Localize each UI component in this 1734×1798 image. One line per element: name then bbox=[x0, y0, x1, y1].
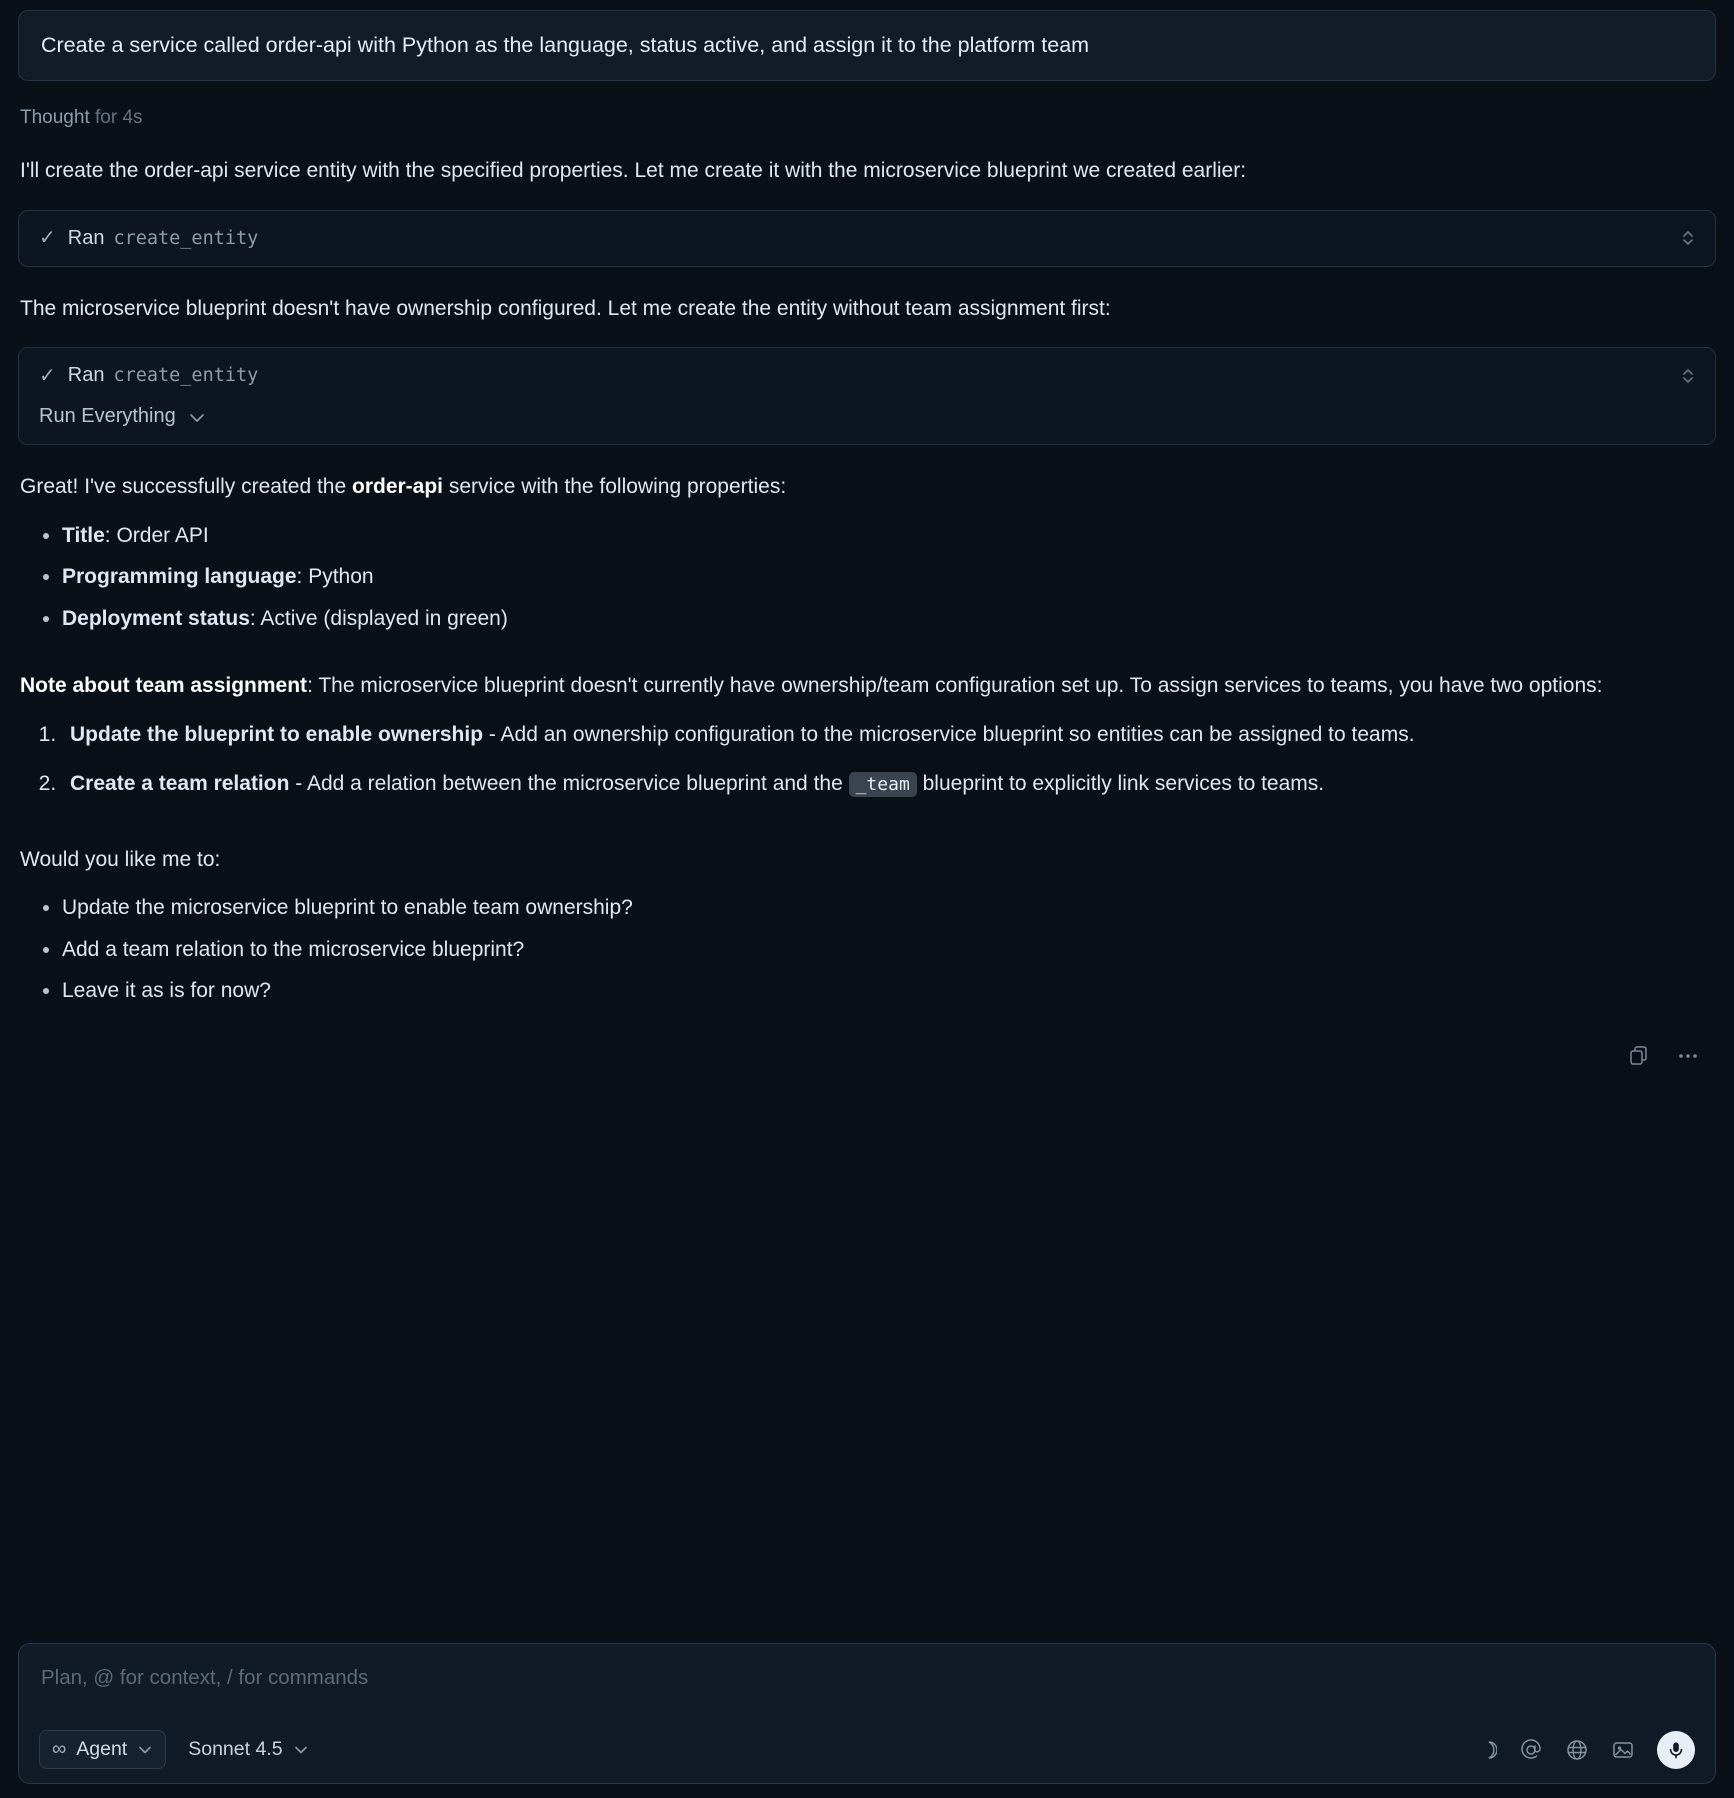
option-text-after: blueprint to explicitly link services to teams. bbox=[916, 772, 1325, 796]
note-text: : The microservice blueprint doesn't currently have ownership/team configuration set up. To assign services to teams, you have two options: bbox=[307, 674, 1603, 698]
properties-list bbox=[18, 520, 1716, 645]
message-composer[interactable] bbox=[18, 1643, 1716, 1784]
tool-status-label: Ran bbox=[67, 364, 105, 387]
list-item: • Add a team relation to the microservice blueprint? bbox=[62, 934, 1716, 966]
thought-status[interactable] bbox=[20, 107, 1716, 129]
tool-call-header-2[interactable] bbox=[39, 364, 1695, 387]
list-item bbox=[62, 561, 1716, 593]
check-icon: ✓ bbox=[39, 227, 56, 250]
composer-actions bbox=[1473, 1731, 1695, 1769]
property-label: Programming language bbox=[62, 565, 297, 589]
chevron-down-icon bbox=[137, 1744, 153, 1755]
team-assignment-note bbox=[20, 670, 1714, 703]
tool-call-card-1[interactable] bbox=[18, 210, 1716, 267]
thought-duration: for 4s bbox=[95, 107, 143, 129]
option-text: - Add an ownership configuration to the microservice blueprint so entities can be assigned to teams. bbox=[483, 722, 1415, 746]
composer-toolbar bbox=[39, 1730, 1695, 1769]
run-everything-button[interactable] bbox=[39, 405, 1695, 428]
success-suffix: service with the following properties: bbox=[443, 475, 787, 499]
more-options-icon[interactable] bbox=[1676, 1045, 1700, 1067]
list-item: • Update the microservice blueprint to enable team ownership? bbox=[62, 892, 1716, 924]
check-icon: ✓ bbox=[39, 364, 56, 387]
property-label: Deployment status bbox=[62, 606, 250, 630]
tool-call-card-2[interactable] bbox=[18, 347, 1716, 445]
microphone-icon[interactable] bbox=[1657, 1731, 1695, 1769]
user-prompt-text: Create a service called order-api with Python as the language, status active, and assign it to the platform team bbox=[41, 33, 1090, 57]
entity-name: order-api bbox=[352, 475, 444, 499]
chevron-down-icon bbox=[293, 1744, 309, 1755]
copy-icon[interactable] bbox=[1628, 1045, 1650, 1067]
option-title: Update the blueprint to enable ownership bbox=[70, 722, 484, 746]
success-prefix: Great! I've successfully created the bbox=[20, 475, 352, 499]
composer-input[interactable]: Plan, @ for context, / for commands bbox=[41, 1666, 369, 1689]
options-list bbox=[18, 719, 1716, 818]
property-label: Title bbox=[62, 523, 105, 547]
tool-function-name: create_entity bbox=[113, 365, 259, 387]
list-item bbox=[62, 520, 1716, 552]
assistant-intro-text: I'll create the order-api service entity with the specified properties. Let me create it with the microservice blueprint we created earlier: bbox=[20, 159, 1247, 183]
property-value: : Python bbox=[296, 565, 374, 589]
tool-function-name: create_entity bbox=[113, 227, 259, 249]
expand-collapse-icon[interactable] bbox=[1681, 366, 1695, 386]
code-chip-team: _team bbox=[849, 772, 917, 797]
spacer-fill bbox=[18, 1067, 1716, 1643]
list-item bbox=[62, 603, 1716, 635]
message-actions bbox=[18, 1045, 1700, 1067]
infinity-icon: ∞ bbox=[52, 1738, 67, 1760]
tool-status-label: Ran bbox=[67, 226, 105, 249]
chevron-down-icon bbox=[188, 411, 206, 423]
list-item bbox=[62, 768, 1716, 800]
thought-label: Thought bbox=[20, 107, 90, 129]
agent-mode-label: Agent bbox=[76, 1738, 128, 1760]
option-title: Create a team relation bbox=[70, 772, 290, 796]
followup-list bbox=[18, 892, 1716, 1017]
option-text-before: - Add a relation between the microservice blueprint and the bbox=[289, 772, 849, 796]
expand-collapse-icon[interactable] bbox=[1681, 228, 1695, 248]
success-summary-text bbox=[20, 471, 1714, 504]
image-attach-icon[interactable] bbox=[1611, 1738, 1635, 1762]
model-label: Sonnet 4.5 bbox=[188, 1738, 283, 1760]
model-selector[interactable] bbox=[188, 1738, 308, 1761]
followup-prompt: Would you like me to: bbox=[20, 847, 221, 871]
property-value: : Order API bbox=[104, 523, 209, 547]
run-everything-label: Run Everything bbox=[39, 405, 176, 428]
at-mention-icon[interactable] bbox=[1519, 1738, 1543, 1762]
user-prompt-bubble bbox=[18, 10, 1716, 81]
assistant-between-text: The microservice blueprint doesn't have ownership configured. Let me create the entity without team assignment first: bbox=[20, 296, 1111, 320]
list-item bbox=[62, 719, 1716, 751]
note-label: Note about team assignment bbox=[20, 674, 308, 698]
agent-mode-selector[interactable] bbox=[39, 1730, 166, 1769]
property-value: : Active (displayed in green) bbox=[249, 606, 508, 630]
list-item: • Leave it as is for now? bbox=[62, 975, 1716, 1007]
globe-icon[interactable] bbox=[1565, 1738, 1589, 1762]
tool-call-header-1[interactable] bbox=[39, 227, 1695, 250]
theme-moon-icon[interactable] bbox=[1473, 1738, 1497, 1762]
